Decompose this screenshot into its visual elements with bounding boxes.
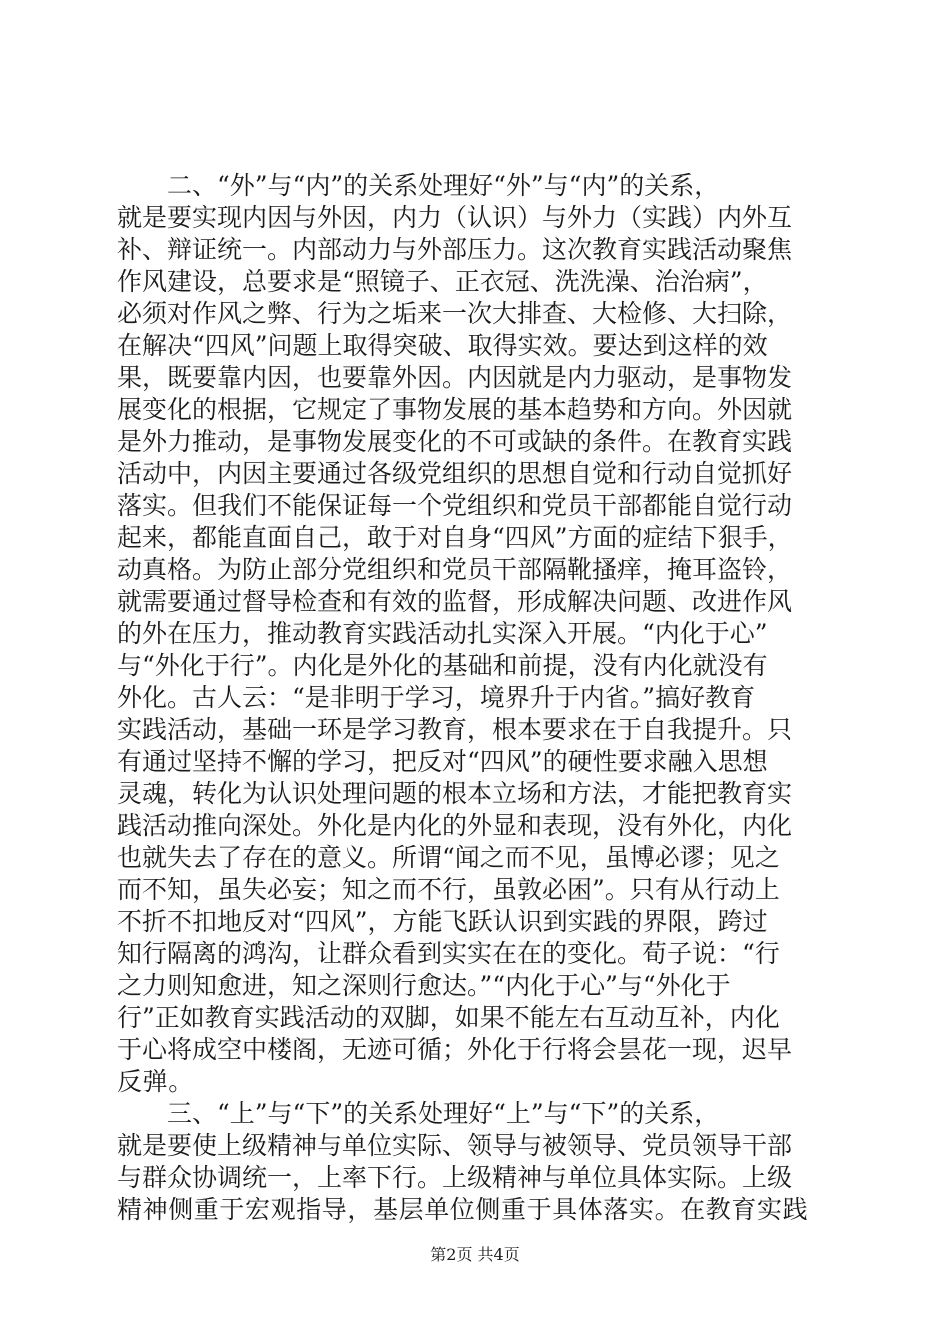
paragraph-line: 就需要通过督导检查和有效的监督，形成解决问题、改进作风 [117,587,793,616]
paragraph-line: 实践活动，基础一环是学习教育，根本要求在于自我提升。只 [117,715,793,744]
paragraph-first-line: 三、“上”与“下”的关系处理好“上”与“下”的关系， [167,1099,720,1128]
paragraph-line: 有通过坚持不懈的学习，把反对“四风”的硬性要求融入思想 [117,747,768,776]
paragraph-line: 活动中，内因主要通过各级党组织的思想自觉和行动自觉抓好 [117,459,793,488]
paragraph-line: 的外在压力，推动教育实践活动扎实深入开展。“内化于心” [117,619,768,648]
paragraph-line: 必须对作风之弊、行为之垢来一次大排查、大检修、大扫除， [117,299,793,328]
paragraph-line: 落实。但我们不能保证每一个党组织和党员干部都能自觉行动 [117,491,793,520]
paragraph-line: 就是要使上级精神与单位实际、领导与被领导、党员领导干部 [117,1131,793,1160]
paragraph-line: 与“外化于行”。内化是外化的基础和前提，没有内化就没有 [117,651,768,680]
paragraph [117,1098,833,1226]
paragraph-line: 与群众协调统一，上率下行。上级精神与单位具体实际。上级 [117,1163,793,1192]
paragraph-line: 之力则知愈进，知之深则行愈达。”“内化于心”与“外化于 [117,971,731,1000]
paragraph-line: 反弹。 [117,1067,194,1096]
paragraph-line: 于心将成空中楼阁，无迹可循；外化于行将会昙花一现，迟早 [117,1035,793,1064]
paragraph-line: 在解决“四风”问题上取得突破、取得实效。要达到这样的效 [117,331,768,360]
paragraph-line: 展变化的根据，它规定了事物发展的基本趋势和方向。外因就 [117,395,793,424]
paragraph-line: 动真格。为防止部分党组织和党员干部隔靴搔痒，掩耳盗铃， [117,555,793,584]
paragraph-line: 作风建设，总要求是“照镜子、正衣冠、洗洗澡、治治病”， [117,267,768,296]
paragraph-line: 也就失去了存在的意义。所谓“闻之而不见，虽博必谬；见之 [117,843,780,872]
paragraph-line: 知行隔离的鸿沟，让群众看到实实在在的变化。荀子说：“行 [117,939,780,968]
paragraph-line: 行”正如教育实践活动的双脚，如果不能左右互动互补，内化 [117,1003,780,1032]
paragraph-line: 起来，都能直面自己，敢于对自身“四风”方面的症结下狠手， [117,523,793,552]
paragraph-line: 精神侧重于宏观指导，基层单位侧重于具体落实。在教育实践 [117,1195,809,1224]
document-body [117,170,833,1226]
paragraph-line: 践活动推向深处。外化是内化的外显和表现，没有外化，内化 [117,811,793,840]
paragraph-line: 果，既要靠内因，也要靠外因。内因就是内力驱动，是事物发 [117,363,793,392]
paragraph-line: 外化。古人云：“是非明于学习，境界升于内省。”搞好教育 [117,683,756,712]
paragraph [117,170,833,1098]
paragraph-line: 灵魂，转化为认识处理问题的根本立场和方法，才能把教育实 [117,779,793,808]
paragraph-line: 就是要实现内因与外因，内力（认识）与外力（实践）内外互 [117,203,793,232]
paragraph-line: 是外力推动，是事物发展变化的不可或缺的条件。在教育实践 [117,427,793,456]
paragraph-line: 不折不扣地反对“四风”，方能飞跃认识到实践的界限，跨过 [117,907,768,936]
paragraph-line: 补、辩证统一。内部动力与外部压力。这次教育实践活动聚焦 [117,235,793,264]
paragraph-first-line: 二、“外”与“内”的关系处理好“外”与“内”的关系， [167,171,720,200]
page-footer: 第2页 共4页 [430,1245,520,1264]
paragraph-line: 而不知，虽失必妄；知之而不行，虽敦必困”。只有从行动上 [117,875,780,904]
